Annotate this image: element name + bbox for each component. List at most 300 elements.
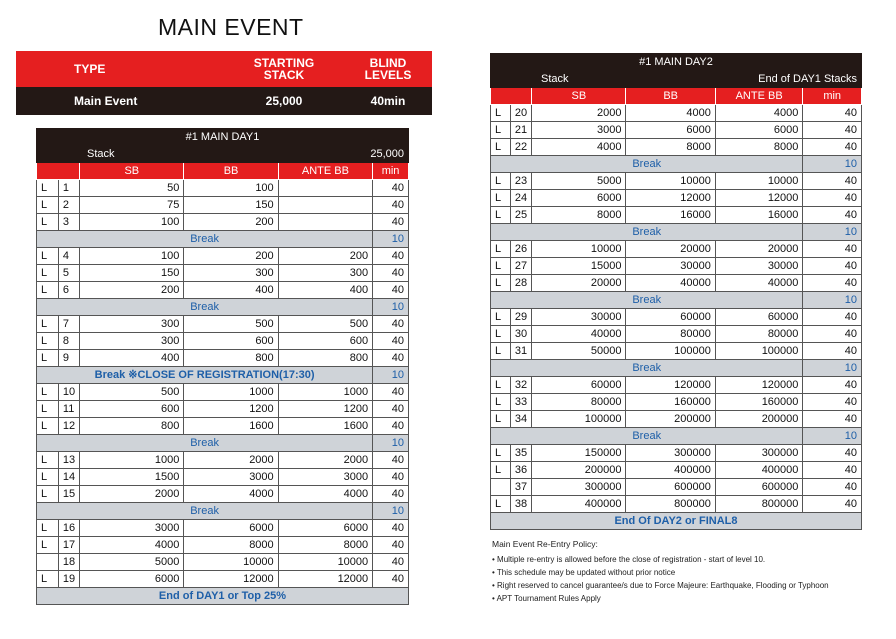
big-blind: 400000: [626, 462, 715, 479]
level-row: [37, 316, 409, 333]
big-blind: 600000: [626, 479, 715, 496]
break-row: [37, 367, 409, 384]
break-row: [491, 360, 862, 377]
level-type: L: [491, 496, 511, 513]
stack-row: [37, 146, 409, 163]
day1-table: [36, 128, 409, 605]
level-row: [37, 469, 409, 486]
level-number: 29: [510, 309, 531, 326]
break-label: Break: [491, 292, 803, 309]
level-type: L: [37, 469, 59, 486]
level-type: L: [37, 486, 59, 503]
big-blind: 6000: [184, 520, 278, 537]
level-row: [37, 333, 409, 350]
small-blind: 75: [80, 197, 184, 214]
level-minutes: 40: [373, 316, 409, 333]
level-type: L: [491, 445, 511, 462]
small-blind: 100000: [532, 411, 626, 428]
level-minutes: 40: [803, 394, 862, 411]
break-row: [491, 292, 862, 309]
ante-bb: 60000: [715, 309, 803, 326]
ante-bb: 500: [278, 316, 372, 333]
ante-bb: 600000: [715, 479, 803, 496]
ante-bb: 300000: [715, 445, 803, 462]
policy-item: • APT Tournament Rules Apply: [492, 594, 601, 603]
end-row: [491, 513, 862, 530]
level-row: [491, 241, 862, 258]
level-type: L: [37, 571, 59, 588]
big-blind: 3000: [184, 469, 278, 486]
level-row: [37, 554, 409, 571]
level-number: 23: [510, 173, 531, 190]
stack-row: [491, 71, 862, 88]
level-row: [37, 265, 409, 282]
ante-bb: 8000: [278, 537, 372, 554]
level-row: [491, 462, 862, 479]
level-minutes: 40: [803, 241, 862, 258]
day-title-row: [37, 129, 409, 146]
level-row: [491, 105, 862, 122]
level-number: 13: [58, 452, 79, 469]
level-type: L: [37, 197, 59, 214]
level-number: 11: [58, 401, 79, 418]
level-type: L: [37, 316, 59, 333]
ante-bb: 400: [278, 282, 372, 299]
policy-item: • This schedule may be updated without prior notice: [492, 568, 676, 577]
small-blind: 30000: [532, 309, 626, 326]
break-label: Break: [37, 435, 373, 452]
level-number: 35: [510, 445, 531, 462]
level-minutes: 40: [803, 309, 862, 326]
small-blind: 15000: [532, 258, 626, 275]
summary-stack: 25,000: [224, 87, 344, 115]
level-row: [37, 537, 409, 554]
level-number: 3: [58, 214, 79, 231]
ante-bb: 20000: [715, 241, 803, 258]
ante-bb: 6000: [278, 520, 372, 537]
ante-bb: 10000: [715, 173, 803, 190]
break-label: Break: [491, 156, 803, 173]
level-minutes: 40: [803, 122, 862, 139]
level-minutes: 40: [803, 496, 862, 513]
column-header-min: min: [803, 88, 862, 105]
level-type: L: [491, 173, 511, 190]
level-minutes: 40: [803, 105, 862, 122]
big-blind: 150: [184, 197, 278, 214]
break-row: [37, 435, 409, 452]
ante-bb: 1000: [278, 384, 372, 401]
level-number: 21: [510, 122, 531, 139]
ante-bb: [278, 214, 372, 231]
level-row: [37, 248, 409, 265]
break-minutes: 10: [803, 428, 862, 445]
summary-header-stack: STARTING STACK: [224, 51, 344, 87]
small-blind: 300: [80, 333, 184, 350]
level-row: [491, 190, 862, 207]
level-row: [37, 180, 409, 197]
level-minutes: 40: [803, 411, 862, 428]
level-minutes: 40: [373, 248, 409, 265]
level-minutes: 40: [373, 282, 409, 299]
break-label: Break ※CLOSE OF REGISTRATION(17:30): [37, 367, 373, 384]
level-row: [491, 122, 862, 139]
level-row: [491, 445, 862, 462]
small-blind: 2000: [80, 486, 184, 503]
level-number: 4: [58, 248, 79, 265]
level-number: 1: [58, 180, 79, 197]
ante-bb: 1200: [278, 401, 372, 418]
break-minutes: 10: [803, 360, 862, 377]
level-minutes: 40: [373, 197, 409, 214]
level-type: L: [491, 326, 511, 343]
level-number: 12: [58, 418, 79, 435]
level-minutes: 40: [373, 571, 409, 588]
day2-table: [490, 53, 862, 530]
break-label: Break: [37, 231, 373, 248]
level-row: [491, 377, 862, 394]
level-minutes: 40: [373, 537, 409, 554]
level-number: 9: [58, 350, 79, 367]
level-number: 7: [58, 316, 79, 333]
small-blind: 400: [80, 350, 184, 367]
level-type: L: [37, 537, 59, 554]
big-blind: 1000: [184, 384, 278, 401]
level-number: 26: [510, 241, 531, 258]
small-blind: 3000: [80, 520, 184, 537]
small-blind: 80000: [532, 394, 626, 411]
small-blind: 1500: [80, 469, 184, 486]
level-number: 37: [510, 479, 531, 496]
stack-label: Stack: [491, 71, 626, 88]
big-blind: 12000: [184, 571, 278, 588]
level-row: [491, 258, 862, 275]
big-blind: 10000: [626, 173, 715, 190]
big-blind: 300000: [626, 445, 715, 462]
small-blind: 20000: [532, 275, 626, 292]
level-number: 33: [510, 394, 531, 411]
small-blind: 5000: [532, 173, 626, 190]
level-number: 16: [58, 520, 79, 537]
big-blind: 100000: [626, 343, 715, 360]
level-row: [37, 214, 409, 231]
stack-value: End of DAY1 Stacks: [626, 71, 862, 88]
level-type: L: [491, 105, 511, 122]
small-blind: 6000: [532, 190, 626, 207]
level-minutes: 40: [373, 350, 409, 367]
level-minutes: 40: [803, 173, 862, 190]
level-row: [491, 173, 862, 190]
big-blind: 100: [184, 180, 278, 197]
column-header-sb: SB: [532, 88, 626, 105]
big-blind: 60000: [626, 309, 715, 326]
level-minutes: 40: [803, 343, 862, 360]
level-type: L: [491, 139, 511, 156]
level-row: [37, 197, 409, 214]
column-header-sb: SB: [80, 163, 184, 180]
ante-bb: 6000: [715, 122, 803, 139]
big-blind: 30000: [626, 258, 715, 275]
ante-bb: 100000: [715, 343, 803, 360]
ante-bb: 200: [278, 248, 372, 265]
small-blind: 200000: [532, 462, 626, 479]
big-blind: 6000: [626, 122, 715, 139]
level-minutes: 40: [373, 452, 409, 469]
end-label: End of DAY1 or Top 25%: [37, 588, 409, 605]
small-blind: 300: [80, 316, 184, 333]
reentry-policy: [492, 538, 829, 605]
big-blind: 200000: [626, 411, 715, 428]
level-type: L: [491, 343, 511, 360]
level-minutes: 40: [373, 418, 409, 435]
level-type: [37, 554, 59, 571]
ante-bb: 12000: [278, 571, 372, 588]
stack-label: Stack: [37, 146, 184, 163]
ante-bb: 80000: [715, 326, 803, 343]
level-row: [491, 496, 862, 513]
level-row: [491, 394, 862, 411]
break-minutes: 10: [373, 435, 409, 452]
big-blind: 4000: [626, 105, 715, 122]
level-minutes: 40: [803, 207, 862, 224]
break-row: [491, 224, 862, 241]
big-blind: 1600: [184, 418, 278, 435]
big-blind: 4000: [184, 486, 278, 503]
small-blind: 5000: [80, 554, 184, 571]
level-minutes: 40: [373, 265, 409, 282]
column-header-row: [491, 88, 862, 105]
level-minutes: 40: [803, 326, 862, 343]
level-number: 38: [510, 496, 531, 513]
level-type: L: [491, 190, 511, 207]
level-type: L: [37, 520, 59, 537]
level-type: L: [491, 411, 511, 428]
level-number: 27: [510, 258, 531, 275]
break-row: [491, 156, 862, 173]
small-blind: 4000: [80, 537, 184, 554]
policy-item: • Right reserved to cancel guarantee/s due to Force Majeure: Earthquake, Flooding or Typhoon: [492, 581, 829, 590]
column-header-row: [37, 163, 409, 180]
level-type: L: [491, 394, 511, 411]
big-blind: 8000: [626, 139, 715, 156]
level-type: L: [491, 258, 511, 275]
summary-header-type: TYPE: [16, 51, 224, 87]
level-row: [37, 350, 409, 367]
level-number: 18: [58, 554, 79, 571]
level-type: L: [37, 333, 59, 350]
level-minutes: 40: [373, 401, 409, 418]
big-blind: 160000: [626, 394, 715, 411]
level-number: 34: [510, 411, 531, 428]
small-blind: 50: [80, 180, 184, 197]
level-row: [37, 384, 409, 401]
break-row: [491, 428, 862, 445]
ante-bb: 4000: [278, 486, 372, 503]
level-number: 5: [58, 265, 79, 282]
column-header-bb: BB: [626, 88, 715, 105]
level-minutes: 40: [803, 139, 862, 156]
break-minutes: 10: [373, 503, 409, 520]
level-row: [37, 401, 409, 418]
ante-bb: 120000: [715, 377, 803, 394]
big-blind: 12000: [626, 190, 715, 207]
end-row: [37, 588, 409, 605]
ante-bb: 3000: [278, 469, 372, 486]
level-number: 32: [510, 377, 531, 394]
small-blind: 40000: [532, 326, 626, 343]
column-header-bb: BB: [184, 163, 278, 180]
level-row: [491, 309, 862, 326]
big-blind: 40000: [626, 275, 715, 292]
ante-bb: [278, 197, 372, 214]
big-blind: 16000: [626, 207, 715, 224]
ante-bb: 16000: [715, 207, 803, 224]
column-header-ante-bb: ANTE BB: [715, 88, 803, 105]
policy-heading: Main Event Re-Entry Policy:: [492, 539, 598, 549]
summary-value-row: [16, 87, 432, 115]
ante-bb: 200000: [715, 411, 803, 428]
small-blind: 500: [80, 384, 184, 401]
small-blind: 300000: [532, 479, 626, 496]
page-title: MAIN EVENT: [158, 14, 304, 40]
level-type: L: [37, 384, 59, 401]
level-number: 36: [510, 462, 531, 479]
level-row: [491, 139, 862, 156]
level-row: [491, 275, 862, 292]
level-minutes: 40: [373, 554, 409, 571]
level-number: 6: [58, 282, 79, 299]
small-blind: 100: [80, 248, 184, 265]
ante-bb: 160000: [715, 394, 803, 411]
level-row: [37, 282, 409, 299]
level-number: 17: [58, 537, 79, 554]
small-blind: 6000: [80, 571, 184, 588]
level-type: L: [37, 265, 59, 282]
break-minutes: 10: [803, 292, 862, 309]
small-blind: 400000: [532, 496, 626, 513]
small-blind: 1000: [80, 452, 184, 469]
ante-bb: 12000: [715, 190, 803, 207]
big-blind: 120000: [626, 377, 715, 394]
level-type: L: [491, 122, 511, 139]
column-header-min: min: [373, 163, 409, 180]
level-number: 10: [58, 384, 79, 401]
level-number: 31: [510, 343, 531, 360]
break-minutes: 10: [803, 156, 862, 173]
level-minutes: 40: [803, 445, 862, 462]
level-type: L: [491, 377, 511, 394]
break-label: Break: [37, 503, 373, 520]
ante-bb: 400000: [715, 462, 803, 479]
level-type: L: [37, 401, 59, 418]
level-number: 24: [510, 190, 531, 207]
big-blind: 400: [184, 282, 278, 299]
column-header-blank: [37, 163, 80, 180]
big-blind: 80000: [626, 326, 715, 343]
level-row: [37, 486, 409, 503]
ante-bb: 800000: [715, 496, 803, 513]
ante-bb: 30000: [715, 258, 803, 275]
break-minutes: 10: [803, 224, 862, 241]
level-row: [491, 207, 862, 224]
level-minutes: 40: [373, 214, 409, 231]
ante-bb: 300: [278, 265, 372, 282]
big-blind: 800000: [626, 496, 715, 513]
level-number: 28: [510, 275, 531, 292]
small-blind: 800: [80, 418, 184, 435]
level-minutes: 40: [803, 479, 862, 496]
policy-item: • Multiple re-entry is allowed before the close of registration - start of level 10.: [492, 555, 766, 564]
ante-bb: 600: [278, 333, 372, 350]
level-minutes: 40: [803, 462, 862, 479]
stack-value: 25,000: [184, 146, 409, 163]
level-type: L: [37, 248, 59, 265]
small-blind: 2000: [532, 105, 626, 122]
level-minutes: 40: [373, 520, 409, 537]
level-row: [491, 326, 862, 343]
big-blind: 8000: [184, 537, 278, 554]
big-blind: 20000: [626, 241, 715, 258]
level-row: [491, 411, 862, 428]
big-blind: 500: [184, 316, 278, 333]
small-blind: 600: [80, 401, 184, 418]
level-type: [491, 479, 511, 496]
ante-bb: 1600: [278, 418, 372, 435]
level-row: [37, 452, 409, 469]
summary-header-row: [16, 51, 432, 87]
small-blind: 3000: [532, 122, 626, 139]
break-label: Break: [491, 428, 803, 445]
level-type: L: [37, 282, 59, 299]
level-type: L: [37, 452, 59, 469]
level-row: [37, 418, 409, 435]
break-minutes: 10: [373, 299, 409, 316]
summary-levels: 40min: [344, 87, 432, 115]
level-number: 15: [58, 486, 79, 503]
level-type: L: [491, 462, 511, 479]
level-row: [491, 479, 862, 496]
ante-bb: [278, 180, 372, 197]
level-minutes: 40: [373, 469, 409, 486]
level-minutes: 40: [803, 190, 862, 207]
big-blind: 10000: [184, 554, 278, 571]
big-blind: 800: [184, 350, 278, 367]
break-label: Break: [491, 360, 803, 377]
column-header-ante-bb: ANTE BB: [278, 163, 372, 180]
level-type: L: [37, 350, 59, 367]
level-number: 25: [510, 207, 531, 224]
big-blind: 600: [184, 333, 278, 350]
level-type: L: [37, 214, 59, 231]
small-blind: 8000: [532, 207, 626, 224]
break-label: Break: [491, 224, 803, 241]
summary-header-levels: BLIND LEVELS: [344, 51, 432, 87]
level-minutes: 40: [803, 258, 862, 275]
break-row: [37, 299, 409, 316]
level-type: L: [491, 207, 511, 224]
day-title-row: [491, 54, 862, 71]
ante-bb: 8000: [715, 139, 803, 156]
small-blind: 100: [80, 214, 184, 231]
level-number: 19: [58, 571, 79, 588]
level-row: [37, 520, 409, 537]
ante-bb: 4000: [715, 105, 803, 122]
small-blind: 60000: [532, 377, 626, 394]
level-minutes: 40: [373, 180, 409, 197]
level-row: [37, 571, 409, 588]
level-type: L: [37, 418, 59, 435]
level-type: L: [491, 309, 511, 326]
level-type: L: [491, 275, 511, 292]
